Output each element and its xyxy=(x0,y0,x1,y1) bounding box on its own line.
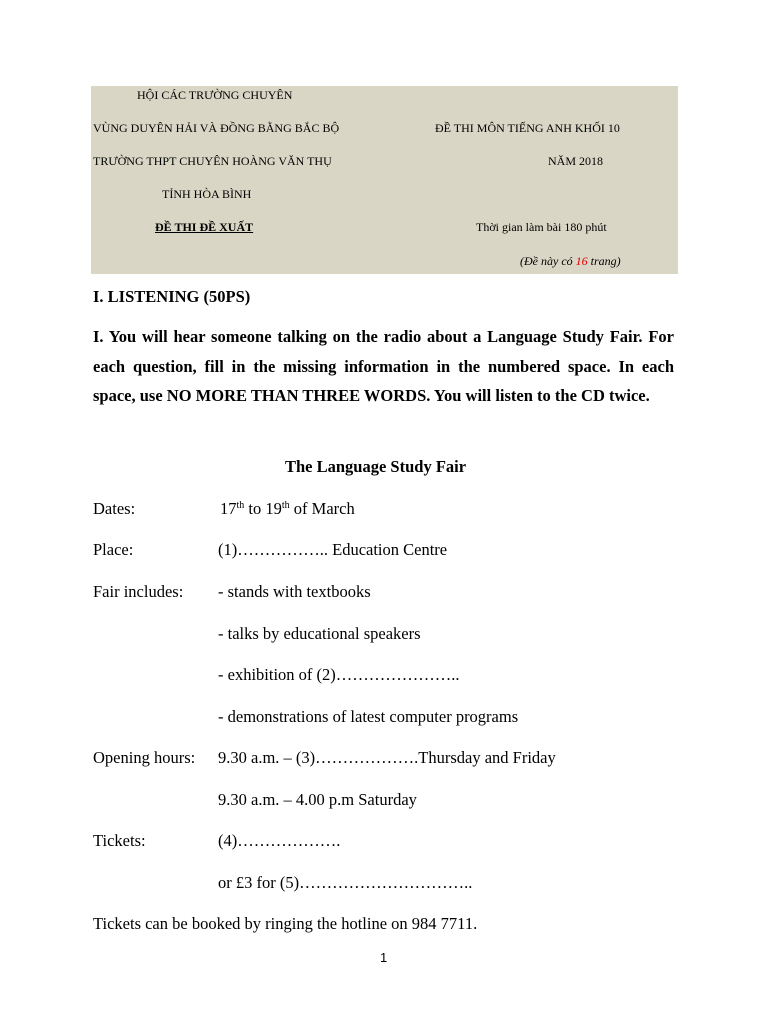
dates-day1: 17 xyxy=(220,499,237,518)
includes-label: Fair includes: xyxy=(93,582,184,601)
page-count-prefix: (Đề này có xyxy=(520,254,576,268)
proposal-label: ĐỀ THI ĐỀ XUẤT xyxy=(155,220,254,234)
page-count-number: 16 xyxy=(575,254,588,268)
dates-value xyxy=(220,499,355,519)
dates-to: to 19 xyxy=(244,499,282,518)
place-label: Place: xyxy=(93,540,134,559)
tickets-answer: (4)………………. xyxy=(218,831,341,850)
hours-label: Opening hours: xyxy=(93,748,196,767)
fair-title: The Language Study Fair xyxy=(285,457,467,476)
section-title: I. LISTENING (50PS) xyxy=(93,287,251,306)
page-count-note xyxy=(520,254,621,268)
includes-item: - stands with textbooks xyxy=(218,582,371,601)
province-name: TỈNH HÒA BÌNH xyxy=(162,187,252,201)
organization-name: HỘI CÁC TRƯỜNG CHUYÊN xyxy=(137,88,293,102)
region-name: VÙNG DUYÊN HẢI VÀ ĐỒNG BẰNG BẮC BỘ xyxy=(93,121,340,135)
dates-sup1: th xyxy=(236,500,245,511)
exam-year: NĂM 2018 xyxy=(548,154,604,168)
instructions-paragraph: I. You will hear someone talking on the radio about a Language Study Fair. For each question, fill in the missing information in the numbered space. In each space, use NO MORE THAN THREE WORDS. You will listen to the CD twice. xyxy=(93,327,674,405)
page-count-suffix: trang) xyxy=(587,254,621,268)
tickets-price: or £3 for (5)………………………….. xyxy=(218,873,473,892)
hours-weekday: 9.30 a.m. – (3)……………….Thursday and Friday xyxy=(218,748,556,767)
includes-item: - exhibition of (2)………………….. xyxy=(218,665,460,684)
time-allowed: Thời gian làm bài 180 phút xyxy=(476,220,607,234)
place-value: (1)…………….. Education Centre xyxy=(218,540,448,559)
dates-sup2: th xyxy=(281,500,290,511)
booking-info: Tickets can be booked by ringing the hotline on 984 7711. xyxy=(93,914,478,933)
dates-month: of March xyxy=(289,499,355,518)
hours-saturday: 9.30 a.m. – 4.00 p.m Saturday xyxy=(218,790,417,809)
tickets-label: Tickets: xyxy=(93,831,146,850)
exam-header-box xyxy=(91,86,678,274)
includes-item: - demonstrations of latest computer programs xyxy=(218,707,519,726)
exam-title: ĐỀ THI MÔN TIẾNG ANH KHỐI 10 xyxy=(435,121,620,135)
school-name: TRƯỜNG THPT CHUYÊN HOÀNG VĂN THỤ xyxy=(93,154,332,168)
dates-label: Dates: xyxy=(93,499,136,518)
includes-item: - talks by educational speakers xyxy=(218,624,421,643)
page-number: 1 xyxy=(380,950,388,965)
